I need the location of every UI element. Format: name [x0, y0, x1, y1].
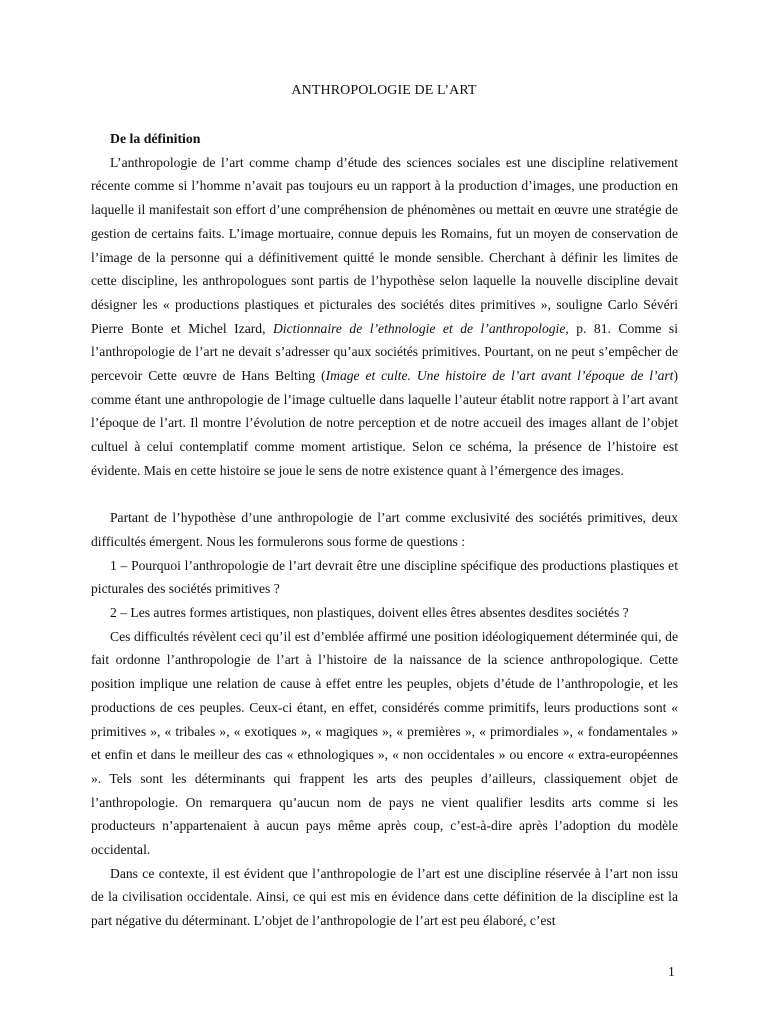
paragraph-text: ) comme étant une anthropologie de l’image cultuelle dans laquelle l’auteur établit notre rapport à l’art avant l’époque de l’art. Il montre l’évolution de notre perception et de notre accueil des images allant de l’objet cultuel à celui contemplatif comme moment artistique. Selon ce schéma, la présence de l’histoire est évidente. Mais en cette histoire se joue le sens de notre existence quant à l’émergence des images. [91, 368, 678, 478]
book-title-image-et-culte: Image et culte. Une histoire de l’art avant l’époque de l’art [325, 368, 674, 384]
question-2: 2 – Les autres formes artistiques, non plastiques, doivent elles êtres absentes desdites sociétés ? [110, 605, 629, 621]
book-title-dictionnaire: Dictionnaire de l’ethnologie et de l’anthropologie [272, 320, 566, 336]
paragraph-context: Dans ce contexte, il est évident que l’anthropologie de l’art est une discipline réservée à l’art non issu de la civilisation occidentale. Ainsi, ce qui est mis en évidence dans cette définition de la discipline est la part négative du déterminant. L’objet de l’anthropologie de l’art est peu élaboré, c’est [91, 865, 678, 929]
document-body [91, 127, 678, 933]
paragraph-definition [91, 151, 678, 483]
paragraph-hypothesis: Partant de l’hypothèse d’une anthropologie de l’art comme exclusivité des sociétés primitives, deux difficultés émergent. Nous les formulerons sous forme de questions : [91, 510, 678, 549]
paragraph-spacer [91, 483, 678, 507]
paragraph-difficulties: Ces difficultés révèlent ceci qu’il est d’emblée affirmé une position idéologiquement déterminée qui, de fait ordonne l’anthropologie de l’art à l’histoire de la naissance de la science anthropologique. Cette position implique une relation de cause à effet entre les peuples, objets d’étude de l’anthropologie, et les productions de ces peuples. Ceux-ci étant, en effet, considérés comme primitifs, leurs productions sont « primitives », « tribales », « exotiques », « magiques », « premières », « primordiales », « fondamentales » et enfin et dans le meilleur des cas « ethnologiques », « non occidentales » ou encore « extra-européennes ». Tels sont les déterminants qui frappent les arts des peuples d’ailleurs, classiquement objet de l’anthropologie. On remarquera qu’aucun nom de pays ne vient qualifier lesdits arts comme si les producteurs n’appartenaient à aucun pays même après coup, c’est-à-dire après l’adoption du modèle occidental. [91, 628, 678, 858]
section-heading: De la définition [110, 131, 201, 146]
question-1: 1 – Pourquoi l’anthropologie de l’art devrait être une discipline spécifique des productions plastiques et picturales des sociétés primitives ? [91, 557, 678, 597]
document-title: ANTHROPOLOGIE DE L’ART [291, 83, 477, 98]
paragraph-text: L’anthropologie de l’art comme champ d’étude des sciences sociales est une discipline relativement récente comme si l’homme n’avait pas toujours eu un rapport à la production d’images, une production en laquelle il manifestait son effort d’une compréhension de phénomènes ou mettait en œuvre une stratégie de gestion de certains faits. L’image mortuaire, connue depuis les Romains, fut un moyen de conservation de l’image de la personne qui a définitivement quitté le monde sensible. Cherchant à définir les limites de cette discipline, les anthropologues sont partis de l’hypothèse selon laquelle la nouvelle discipline devait désigner les « productions plastiques et picturales des sociétés dites primitives », souligne Carlo Sévéri Pierre Bonte et Michel Izard, [91, 154, 678, 336]
paragraph-text: , p. 81. Comme si l’anthropologie de l’art ne devait s’adresser qu’aux sociétés primitives. Pourtant, on ne peut s’empêcher de percevoir Cette œuvre de Hans Belting ( [91, 320, 678, 384]
page-number: 1 [668, 964, 675, 979]
